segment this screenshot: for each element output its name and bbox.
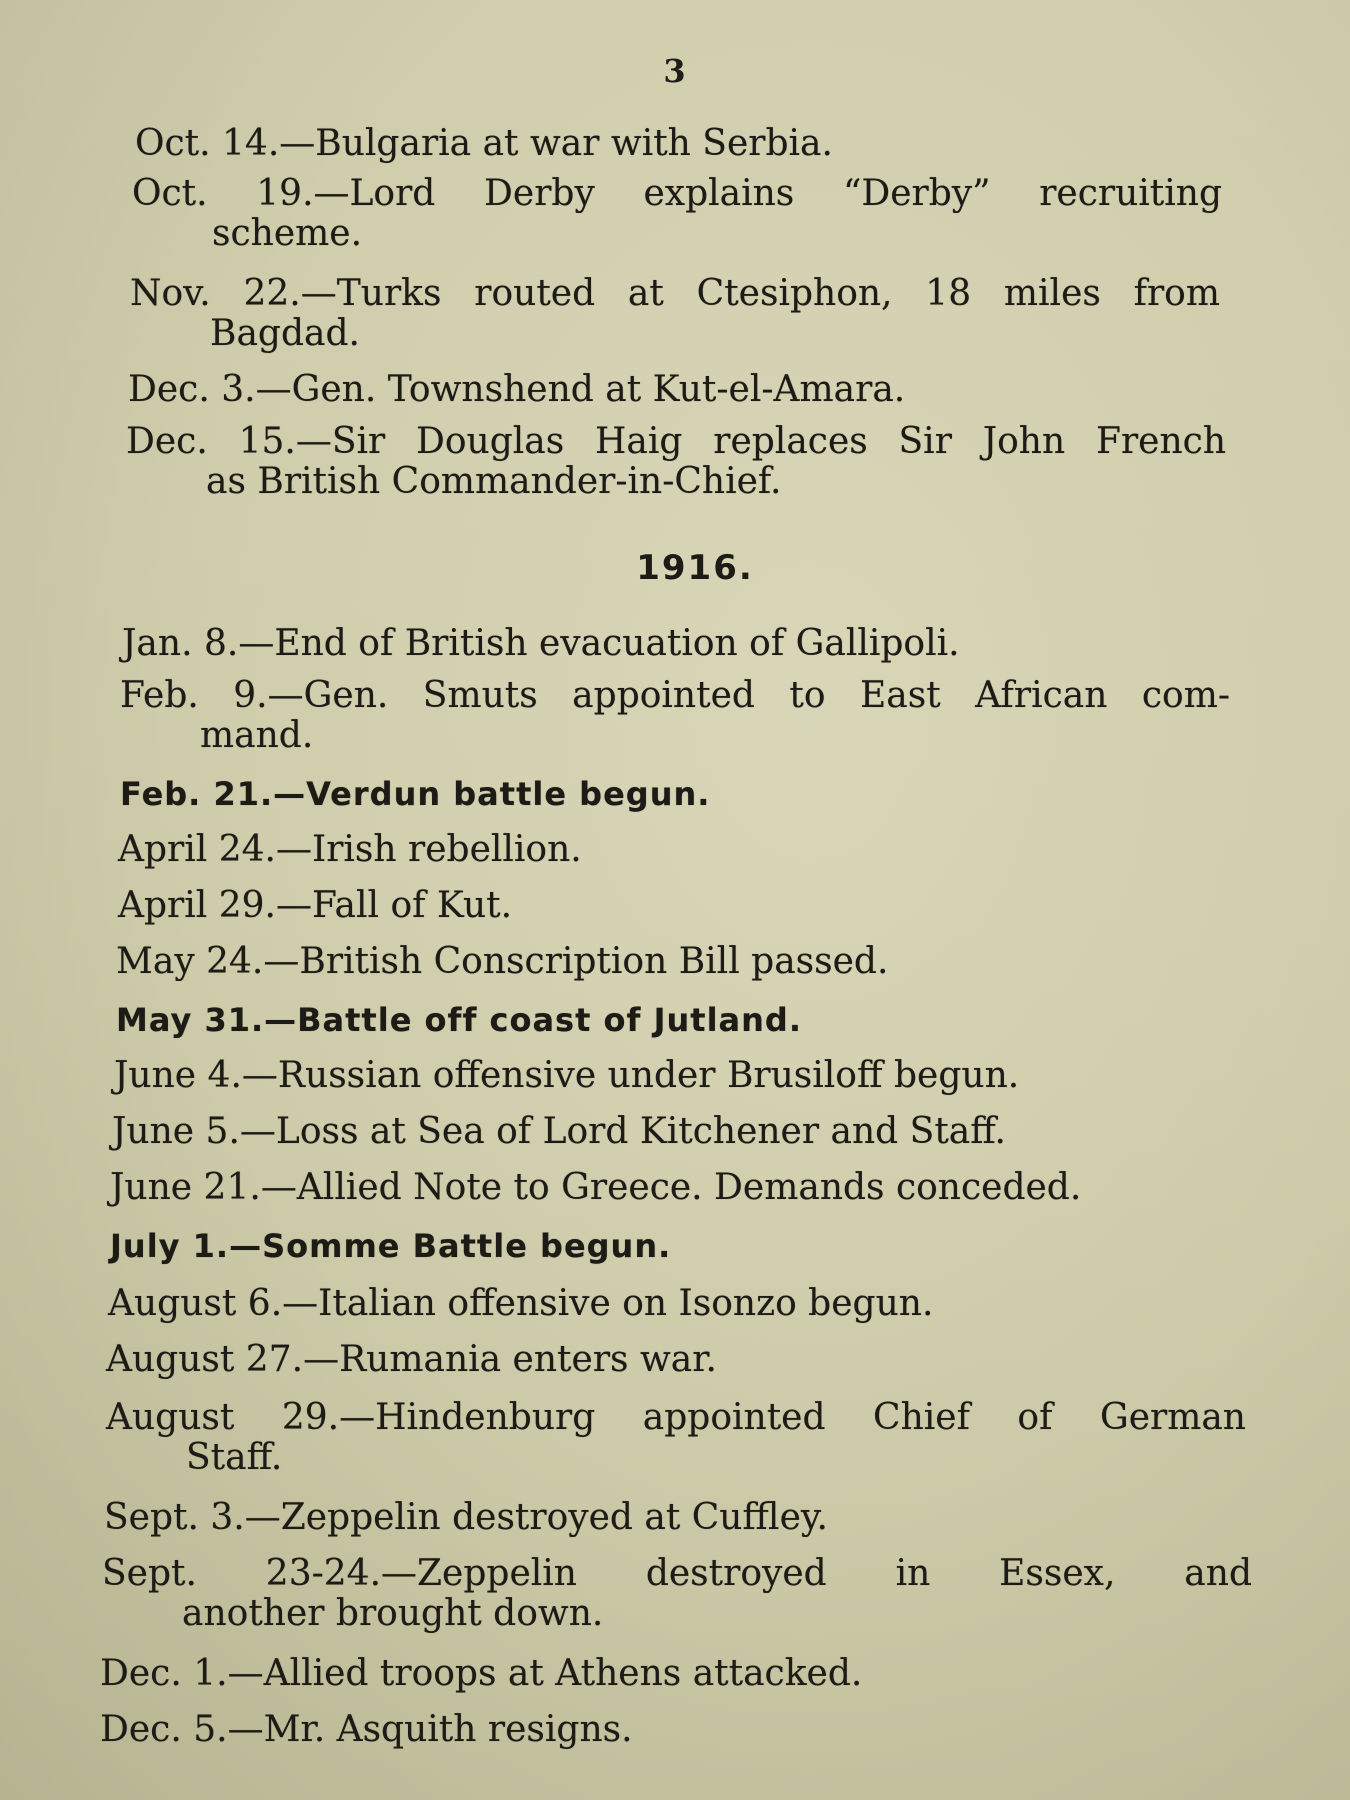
page-number: 3 — [663, 52, 687, 90]
entry-first-line — [108, 1283, 933, 1324]
entry-dash: — — [339, 1397, 376, 1438]
entry-dash: — — [275, 885, 312, 926]
entry-date: Feb. 21. — [120, 775, 274, 813]
entry-first-line — [106, 1397, 1246, 1438]
entry-continuation: scheme. — [212, 213, 363, 254]
entry-dash: — — [239, 1111, 276, 1152]
entry-date: April 24. — [118, 829, 276, 870]
entry-dash: — — [227, 1653, 264, 1694]
entry-first-line — [106, 1339, 717, 1380]
entry-dash: — — [244, 1497, 281, 1538]
entry-dash: — — [263, 941, 300, 982]
entry-dash: — — [282, 1283, 319, 1324]
entry-text: Mr. Asquith resigns. — [263, 1709, 633, 1750]
entry-date: Nov. 22. — [130, 273, 301, 314]
chronology-entry — [116, 998, 1226, 1042]
chronology-entry — [128, 368, 1228, 412]
entry-text: Loss at Sea of Lord Kitchener and Staff. — [275, 1111, 1006, 1152]
chronology-entry — [132, 172, 1222, 256]
entry-date: August 27. — [106, 1339, 304, 1380]
entry-dash: — — [255, 369, 292, 410]
entry-continuation: mand. — [200, 715, 314, 756]
chronology-entry — [126, 420, 1226, 504]
entry-text: Gen. Townshend at Kut-el-Amara. — [291, 369, 906, 410]
entry-dash: — — [381, 1553, 418, 1594]
entry-date: June 5. — [112, 1111, 240, 1152]
chronology-entry — [120, 772, 1230, 816]
entry-date: May 31. — [116, 1001, 265, 1039]
entry-date: Sept. 3. — [104, 1497, 245, 1538]
entry-date: July 1. — [110, 1227, 230, 1265]
entry-text: Zeppelin destroyed in Essex, and — [417, 1553, 1253, 1594]
chronology-entry — [135, 122, 1235, 166]
entry-dash: — — [238, 623, 275, 664]
entry-date: Oct. 14. — [135, 123, 280, 164]
entry-text: End of British evacuation of Gallipoli. — [274, 623, 960, 664]
chronology-entry — [112, 1110, 1242, 1154]
entry-date: Feb. 9. — [120, 675, 268, 716]
entry-date: Dec. 5. — [100, 1709, 228, 1750]
entry-first-line — [110, 1227, 671, 1265]
chronology-entry — [118, 828, 1228, 872]
entry-text: Italian offensive on Isonzo begun. — [318, 1283, 934, 1324]
chronology-entry — [130, 272, 1220, 356]
entry-first-line — [100, 1653, 862, 1694]
entry-text: Russian offensive under Brusiloff begun. — [277, 1055, 1020, 1096]
entry-first-line — [104, 1497, 828, 1538]
entry-date: May 24. — [116, 941, 264, 982]
entry-text: Fall of Kut. — [311, 885, 513, 926]
entry-continuation: Staff. — [186, 1437, 283, 1478]
entry-dash: — — [313, 173, 350, 214]
entry-text: Somme Battle begun. — [262, 1227, 672, 1265]
entry-dash: — — [303, 1339, 340, 1380]
entry-first-line — [122, 623, 960, 664]
entry-date: Dec. 3. — [128, 369, 256, 410]
chronology-entry — [106, 1396, 1246, 1480]
entry-date: Dec. 15. — [126, 421, 296, 462]
entry-date: August 29. — [106, 1397, 340, 1438]
chronology-entry — [122, 622, 1232, 666]
entry-continuation: as British Commander-in-Chief. — [206, 461, 782, 502]
entry-dash: — — [275, 829, 312, 870]
chronology-entry — [104, 1496, 1244, 1540]
entry-first-line — [132, 173, 1222, 214]
entry-text: Lord Derby explains “Derby” recruiting — [349, 173, 1222, 214]
entry-text: Gen. Smuts appointed to East African com- — [303, 675, 1231, 716]
entry-text: Verdun battle begun. — [306, 775, 711, 813]
entry-first-line — [102, 1553, 1252, 1594]
chronology-entry — [102, 1552, 1252, 1636]
entry-dash: — — [227, 1709, 264, 1750]
chronology-entry — [110, 1224, 1240, 1268]
entry-date: Jan. 8. — [122, 623, 239, 664]
entry-first-line — [116, 941, 888, 982]
entry-continuation: another brought down. — [182, 1593, 604, 1634]
chronology-entry — [100, 1708, 1250, 1752]
entry-date: August 6. — [108, 1283, 283, 1324]
chronology-entry — [108, 1282, 1238, 1326]
entry-text: British Conscription Bill passed. — [299, 941, 889, 982]
entry-first-line — [116, 1001, 802, 1039]
entry-dash: — — [279, 123, 316, 164]
entry-first-line — [128, 369, 905, 410]
entry-first-line — [120, 675, 1230, 716]
entry-first-line — [126, 421, 1226, 462]
entry-first-line — [114, 1055, 1019, 1096]
chronology-entry — [116, 940, 1226, 984]
entry-first-line — [130, 273, 1220, 314]
entry-date: Oct. 19. — [132, 173, 314, 214]
entry-continuation: Bagdad. — [210, 313, 360, 354]
year-heading: 1916. — [636, 548, 754, 588]
entry-dash: — — [267, 675, 304, 716]
entry-text: Battle off coast of Jutland. — [297, 1001, 802, 1039]
entry-date: Dec. 1. — [100, 1653, 228, 1694]
entry-dash: — — [273, 775, 307, 813]
entry-text: Allied troops at Athens attacked. — [263, 1653, 863, 1694]
entry-text: Sir Douglas Haig replaces Sir John French — [331, 421, 1227, 462]
chronology-entry — [110, 1166, 1240, 1210]
entry-date: Sept. 23-24. — [102, 1553, 382, 1594]
entry-first-line — [135, 123, 833, 164]
chronology-entry — [100, 1652, 1250, 1696]
entry-date: April 29. — [118, 885, 276, 926]
entry-text: Rumania enters war. — [339, 1339, 717, 1380]
chronology-entry — [120, 674, 1230, 758]
entry-text: Irish rebellion. — [311, 829, 582, 870]
entry-dash: — — [295, 421, 332, 462]
entry-date: June 21. — [110, 1167, 261, 1208]
entry-first-line — [120, 775, 710, 813]
entry-text: Bulgaria at war with Serbia. — [315, 123, 833, 164]
entry-first-line — [112, 1111, 1006, 1152]
entry-dash: — — [264, 1001, 298, 1039]
entry-dash: — — [300, 273, 337, 314]
chronology-entry — [118, 884, 1228, 928]
entry-text: Turks routed at Ctesiphon, 18 miles from — [336, 273, 1220, 314]
entry-dash: — — [229, 1227, 263, 1265]
entry-text: Allied Note to Greece. Demands conceded. — [296, 1167, 1082, 1208]
entry-first-line — [100, 1709, 633, 1750]
entry-dash: — — [241, 1055, 278, 1096]
entry-text: Zeppelin destroyed at Cuffley. — [280, 1497, 828, 1538]
entry-text: Hindenburg appointed Chief of German — [375, 1397, 1246, 1438]
entry-date: June 4. — [114, 1055, 242, 1096]
entry-first-line — [118, 829, 582, 870]
chronology-entry — [114, 1054, 1224, 1098]
entry-first-line — [110, 1167, 1081, 1208]
entry-first-line — [118, 885, 512, 926]
chronology-entry — [106, 1338, 1236, 1382]
entry-dash: — — [260, 1167, 297, 1208]
